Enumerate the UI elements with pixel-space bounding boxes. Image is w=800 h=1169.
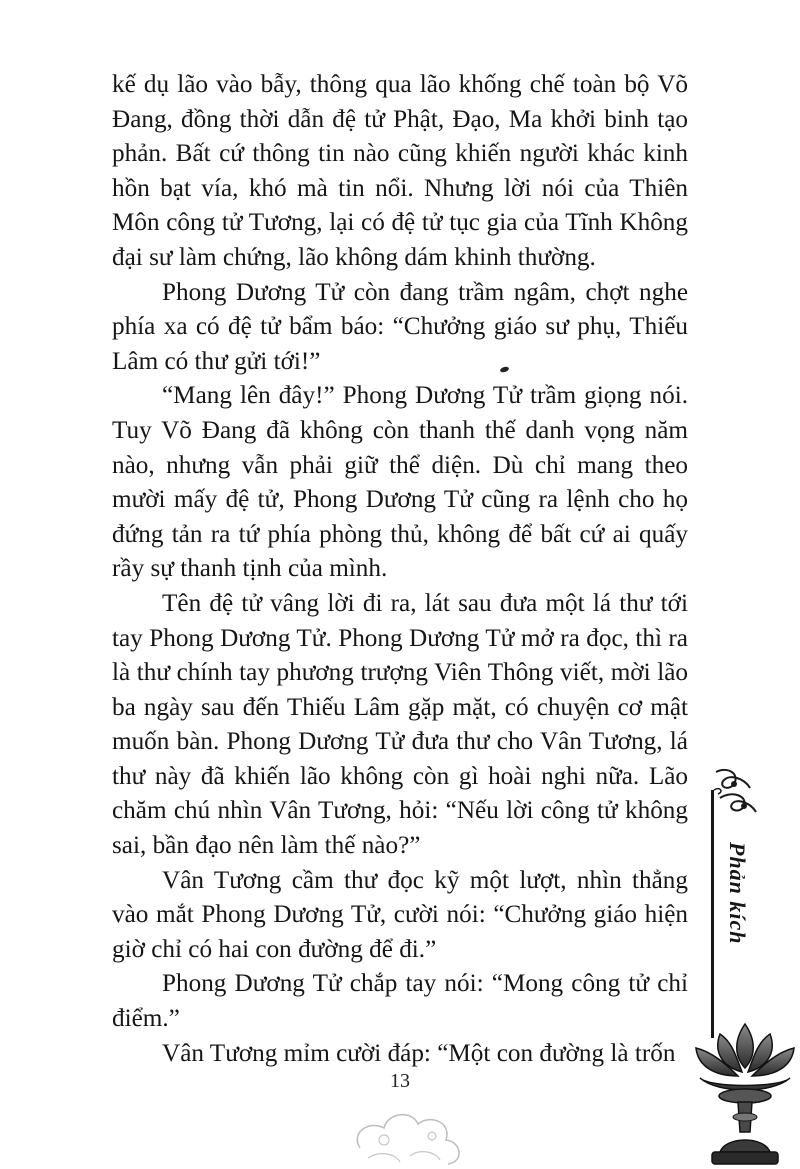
- paragraph-5: Vân Tương cầm thư đọc kỹ một lượt, nhìn thẳng vào mắt Phong Dương Tử, cười nói: “Chưởng giáo hiện giờ chỉ có hai con đường để đi.”: [112, 866, 688, 963]
- paragraph-2: Phong Dương Tử còn đang trầm ngâm, chợt nghe phía xa có đệ tử bẩm báo: “Chưởng giáo sư phụ, Thiếu Lâm có thư gửi tới!”: [112, 278, 688, 375]
- page-number: 13: [390, 1070, 410, 1092]
- paragraph-3: “Mang lên đây!” Phong Dương Tử trầm giọng nói. Tuy Võ Đang đã không còn thanh thế danh vọng năm nào, nhưng vẫn phải giữ thể diện. Dù chỉ mang theo mười mấy đệ tử, Phong Dương Tử cũng ra lệnh cho họ đứng tản ra tứ phía phòng thủ, không để bất cứ ai quấy rầy sự thanh tịnh của mình.: [112, 382, 688, 583]
- chapter-side-title: Phản kích: [725, 842, 750, 945]
- side-divider: [711, 790, 714, 1038]
- paragraph-6: Phong Dương Tử chắp tay nói: “Mong công tử chỉ điểm.”: [112, 970, 688, 1033]
- lotus-lamp-icon: [690, 1020, 800, 1169]
- paragraph-7: Vân Tương mỉm cười đáp: “Một con đường là trốn: [162, 1039, 676, 1067]
- paragraph-4: Tên đệ tử vâng lời đi ra, lát sau đưa một lá thư tới tay Phong Dương Tử. Phong Dương Tử mở ra đọc, thì ra là thư chính tay phương trượng Viên Thông viết, mời lão ba ngày sau đến Thiếu Lâm gặp mặt, có chuyện cơ mật muốn bàn. Phong Dương Tử đưa thư cho Vân Tương, lá thư này đã khiến lão không còn gì hoài nghi nữa. Lão chăm chú nhìn Vân Tương, hỏi: “Nếu lời công tử không sai, bần đạo nên làm thế nào?”: [112, 589, 688, 860]
- body-text: [112, 68, 688, 1071]
- floral-scroll-icon: [710, 764, 762, 844]
- paragraph-1: kế dụ lão vào bẫy, thông qua lão khống chế toàn bộ Võ Đang, đồng thời dẫn đệ tử Phật, Đạo, Ma khởi binh tạo phản. Bất cứ thông tin nào cũng khiến người khác kinh hồn bạt vía, khó mà tin nổi. Nhưng lời nói của Thiên Môn công tử Tương, lại có đệ tử tục gia của Tĩnh Không đại sư làm chứng, lão không dám khinh thường.: [112, 71, 688, 271]
